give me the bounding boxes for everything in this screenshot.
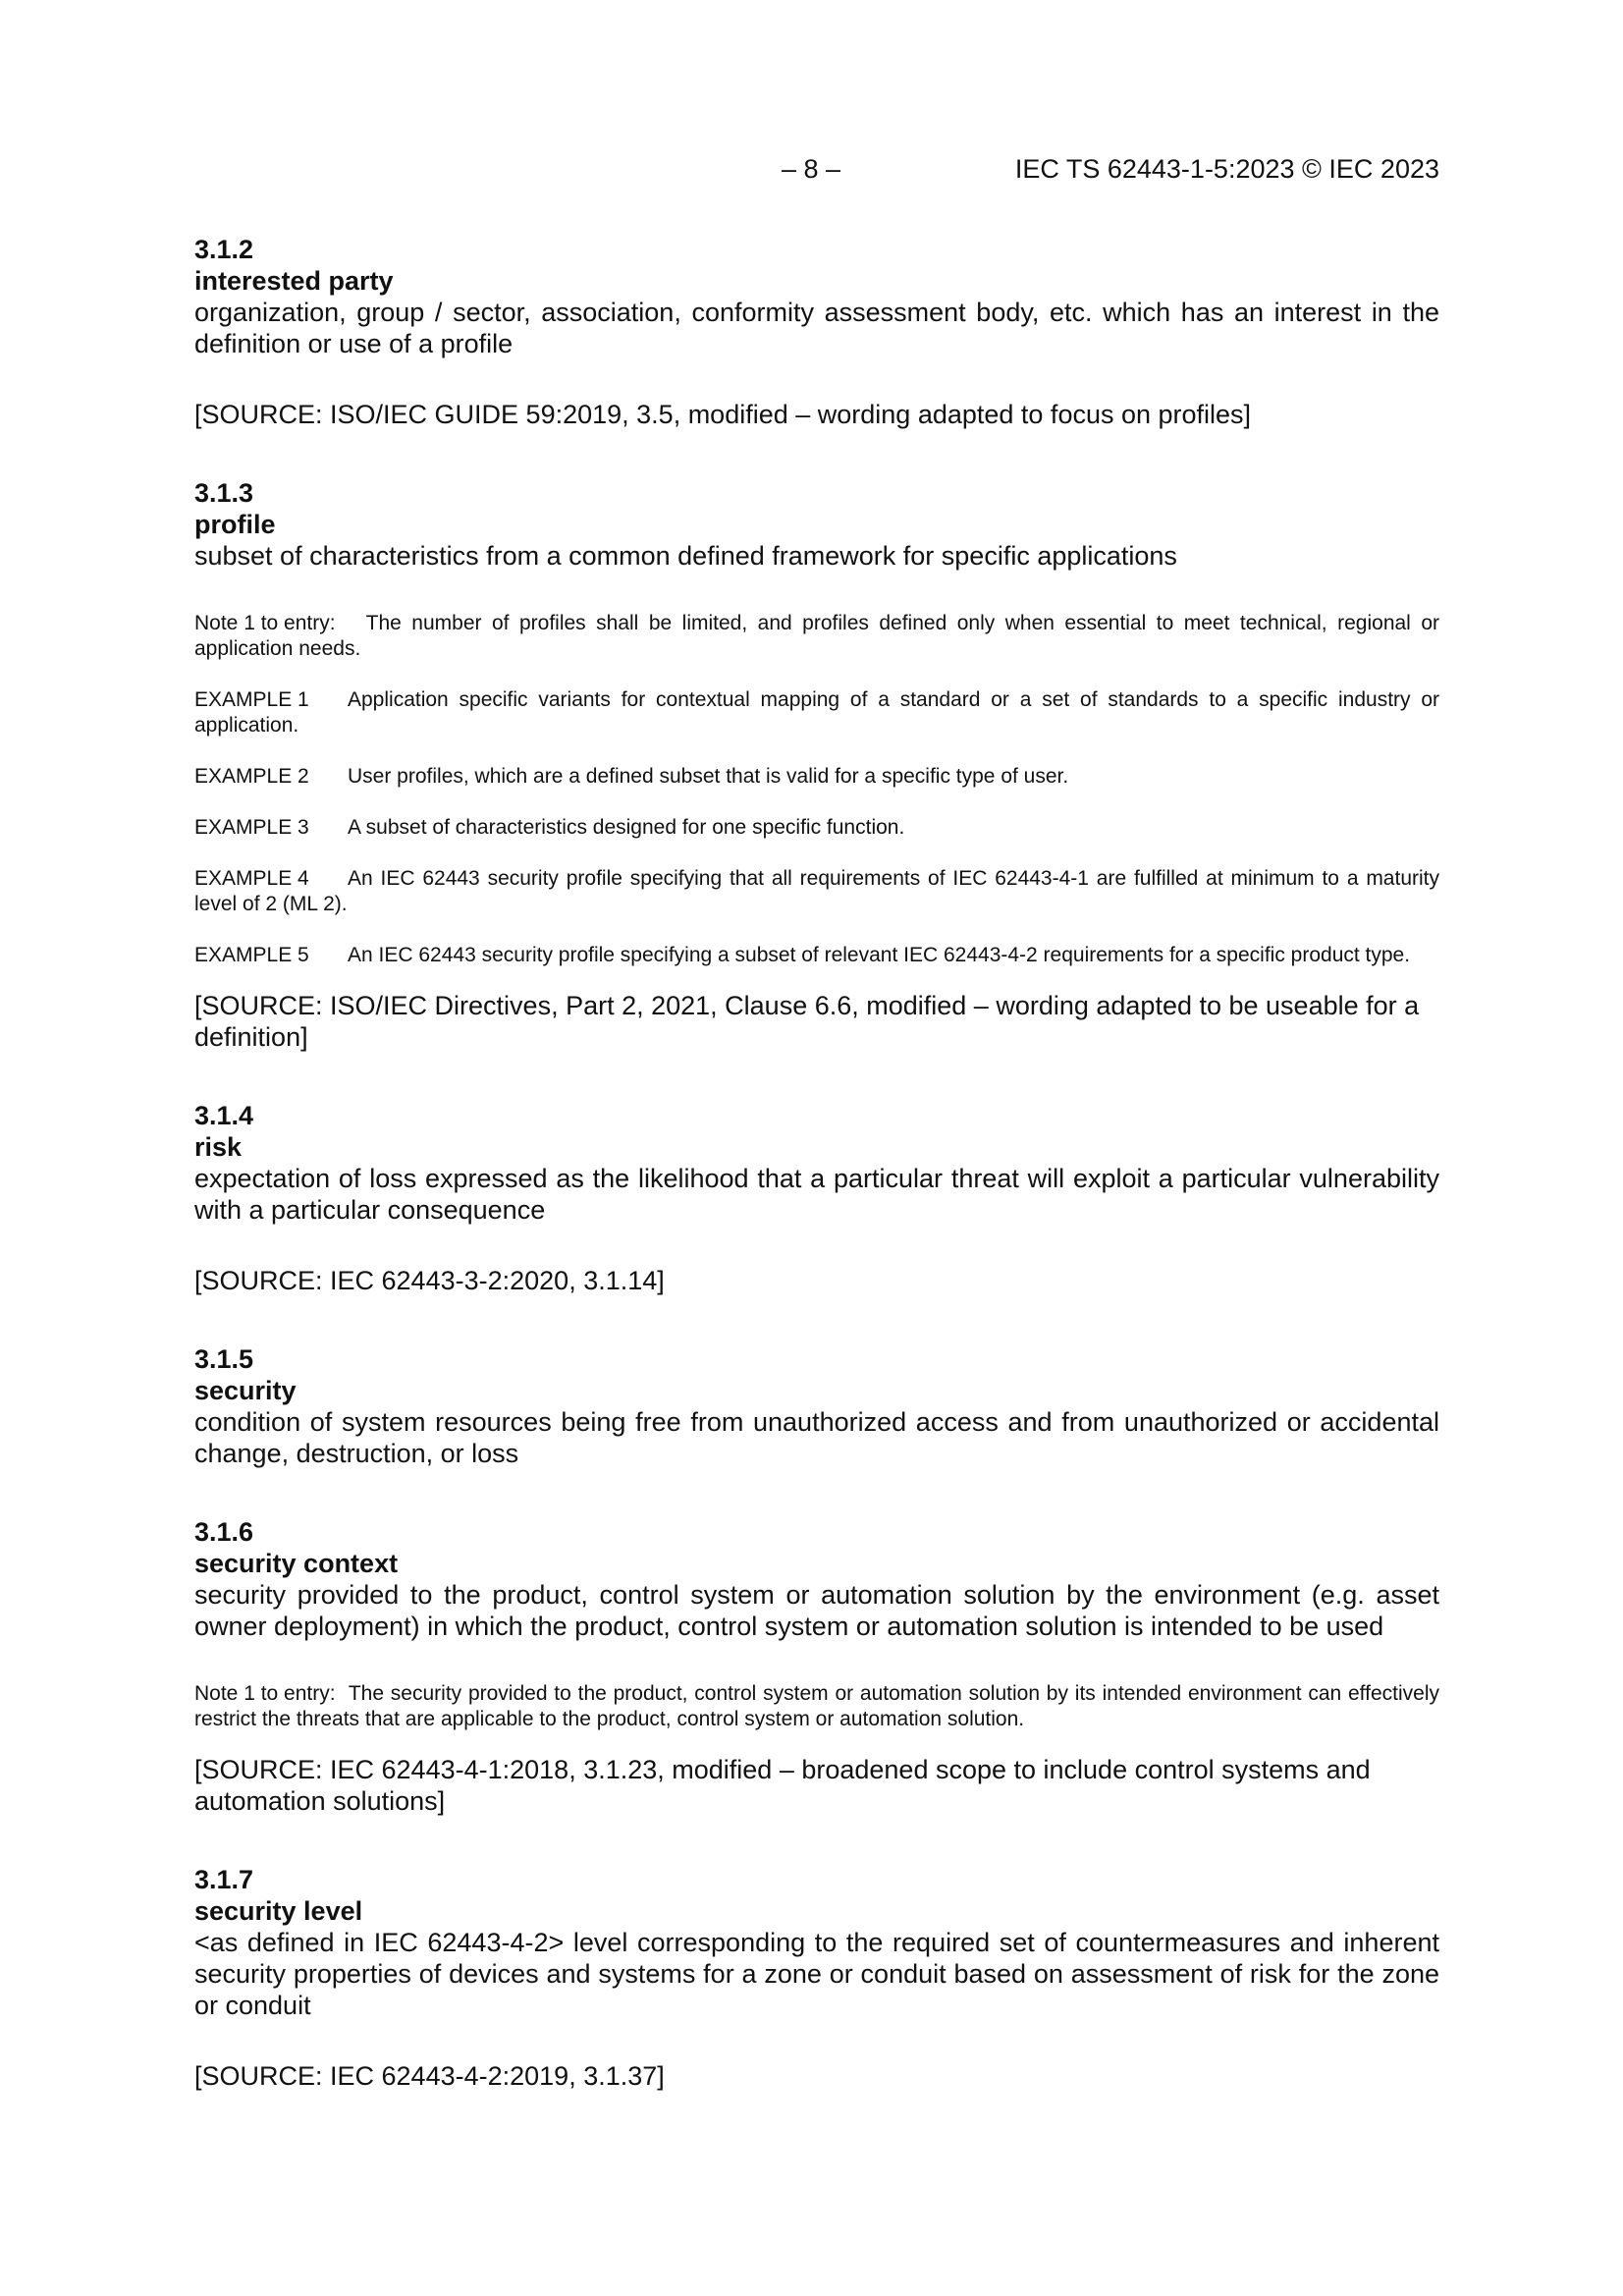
example-label: EXAMPLE 1 — [194, 688, 309, 711]
term-name: interested party — [194, 266, 394, 296]
term-example — [194, 866, 1439, 917]
term-source: [SOURCE: IEC 62443-4-1:2018, 3.1.23, modified – broadened scope to include control systems and automation solutions] — [194, 1755, 1371, 1816]
term-definition: expectation of loss expressed as the likelihood that a particular threat will exploit a particular vulnerability with a particular consequence — [194, 1164, 1439, 1225]
term-definition: organization, group / sector, association, conformity assessment body, etc. which has an interest in the definition or use of a profile — [194, 298, 1439, 358]
note-label: Note 1 to entry: — [194, 612, 336, 634]
term-entry — [194, 234, 1439, 430]
page-header — [194, 154, 1439, 193]
term-number: 3.1.5 — [194, 1344, 254, 1374]
term-number: 3.1.2 — [194, 235, 254, 264]
example-label: EXAMPLE 2 — [194, 765, 309, 788]
note-label: Note 1 to entry: — [194, 1682, 336, 1705]
term-number: 3.1.6 — [194, 1517, 254, 1547]
terms-content — [194, 234, 1439, 2117]
term-source: [SOURCE: ISO/IEC Directives, Part 2, 2021, Clause 6.6, modified – wording adapted to be useable for a definition] — [194, 991, 1420, 1052]
term-note — [194, 1681, 1439, 1732]
term-number: 3.1.4 — [194, 1101, 254, 1130]
term-entry — [194, 1516, 1439, 1817]
term-name: profile — [194, 510, 276, 539]
example-text: An IEC 62443 security profile specifying a subset of relevant IEC 62443-4-2 requirements for a specific product type. — [348, 944, 1411, 966]
example-text: User profiles, which are a defined subset that is valid for a specific type of user. — [348, 765, 1069, 788]
term-source: [SOURCE: IEC 62443-3-2:2020, 3.1.14] — [194, 1266, 665, 1295]
term-example — [194, 943, 1439, 968]
term-entry — [194, 1864, 1439, 2092]
term-entry — [194, 1100, 1439, 1296]
term-source: [SOURCE: ISO/IEC GUIDE 59:2019, 3.5, modified – wording adapted to focus on profiles] — [194, 400, 1252, 429]
term-number: 3.1.7 — [194, 1865, 254, 1894]
term-definition: condition of system resources being free from unauthorized access and from unauthorized or accidental change, destruction, or loss — [194, 1407, 1439, 1468]
example-label: EXAMPLE 5 — [194, 944, 309, 966]
example-text: A subset of characteristics designed for one specific function. — [348, 816, 905, 839]
term-name: security context — [194, 1549, 399, 1578]
term-example — [194, 687, 1439, 738]
example-text: Application specific variants for contextual mapping of a standard or a set of standards to a specific industry or application. — [194, 688, 1439, 737]
example-text: An IEC 62443 security profile specifying that all requirements of IEC 62443-4-1 are fulfilled at minimum to a maturity level of 2 (ML 2). — [194, 867, 1439, 915]
page-number: – 8 – — [782, 154, 841, 184]
term-entry — [194, 477, 1439, 1053]
note-text: The number of profiles shall be limited, and profiles defined only when essential to meet technical, regional or application needs. — [194, 612, 1439, 660]
term-definition: <as defined in IEC 62443-4-2> level corresponding to the required set of countermeasures and inherent security properties of devices and systems for a zone or conduit based on assessment of risk for the zone or conduit — [194, 1928, 1439, 2020]
term-source: [SOURCE: IEC 62443-4-2:2019, 3.1.37] — [194, 2061, 665, 2091]
term-note — [194, 611, 1439, 662]
term-example — [194, 764, 1439, 790]
term-entry — [194, 1343, 1439, 1469]
term-name: security — [194, 1376, 297, 1405]
term-definition: security provided to the product, control system or automation solution by the environment (e.g. asset owner deployment) in which the product, control system or automation solution is intended to be used — [194, 1580, 1439, 1641]
example-label: EXAMPLE 4 — [194, 867, 309, 890]
term-name: risk — [194, 1132, 243, 1162]
example-label: EXAMPLE 3 — [194, 816, 309, 839]
document-reference: IEC TS 62443-1-5:2023 © IEC 2023 — [1014, 154, 1439, 184]
note-text: The security provided to the product, control system or automation solution by its intended environment can effectively restrict the threats that are applicable to the product, control system or automation solution. — [194, 1682, 1439, 1730]
term-number: 3.1.3 — [194, 478, 254, 508]
term-example — [194, 815, 1439, 841]
term-definition: subset of characteristics from a common defined framework for specific applications — [194, 541, 1177, 571]
term-name: security level — [194, 1896, 363, 1926]
